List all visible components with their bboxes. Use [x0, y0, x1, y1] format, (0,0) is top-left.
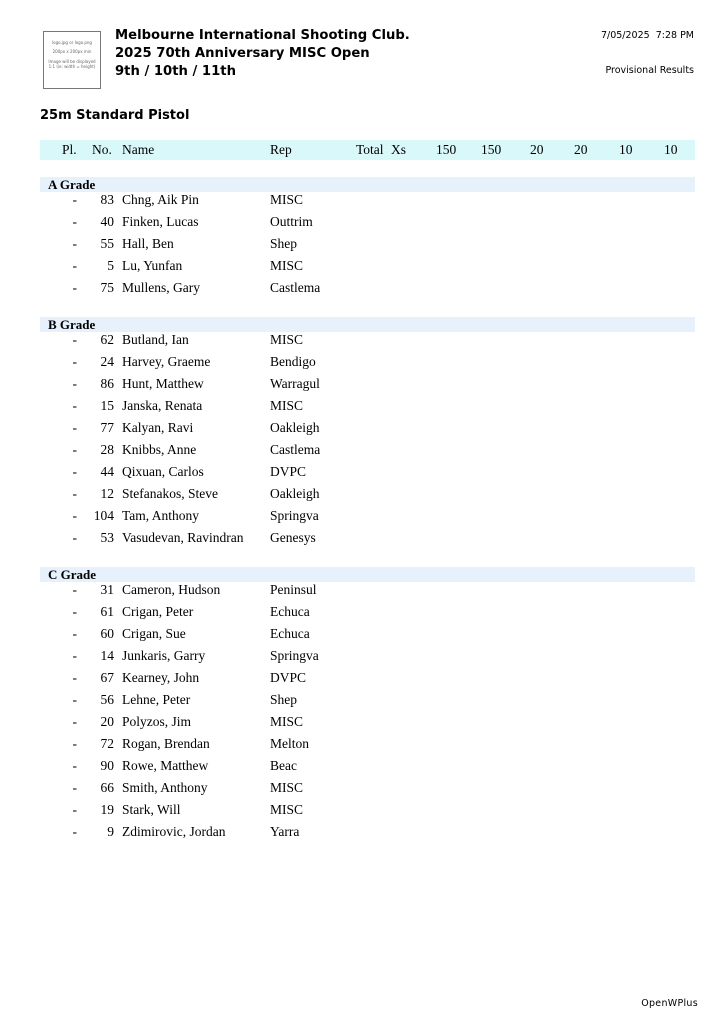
competitor-name-cell: Vasudevan, Ravindran [122, 530, 244, 545]
place-cell: - [72, 508, 77, 523]
competitor-name-cell: Smith, Anthony [122, 780, 208, 795]
club-name: Melbourne International Shooting Club. [115, 28, 410, 43]
table-row [40, 670, 695, 692]
competitor-name-cell: Hall, Ben [122, 236, 174, 251]
rep-cell: MISC [270, 802, 304, 817]
place-cell: - [72, 824, 77, 839]
competitor-number-cell: 19 [100, 802, 114, 817]
competitor-number-cell: 20 [100, 714, 114, 729]
table-row [40, 376, 695, 398]
place-cell: - [72, 736, 77, 751]
table-row [40, 824, 695, 846]
competitor-number-cell: 40 [100, 214, 114, 229]
place-cell: - [72, 648, 77, 663]
rep-cell: Peninsul [270, 582, 317, 597]
table-row [40, 758, 695, 780]
place-cell: - [72, 420, 77, 435]
rep-cell: Bendigo [270, 354, 316, 369]
rep-cell: Outtrim [270, 214, 313, 229]
table-row [40, 464, 695, 486]
place-cell: - [72, 464, 77, 479]
rep-cell: Springva [270, 648, 319, 663]
table-row [40, 420, 695, 442]
place-cell: - [72, 582, 77, 597]
grade-header [40, 567, 695, 582]
table-row [40, 780, 695, 802]
grade-label: B Grade [48, 317, 96, 332]
table-row [40, 530, 695, 552]
competitor-name-cell: Finken, Lucas [122, 214, 199, 229]
col-header-total: Total [356, 142, 384, 157]
table-row [40, 692, 695, 714]
rep-cell: MISC [270, 332, 304, 347]
rep-cell: Yarra [270, 824, 300, 839]
competitor-number-cell: 28 [100, 442, 114, 457]
rep-cell: Echuca [270, 604, 310, 619]
col-header-series-5: 10 [619, 142, 633, 157]
col-header-number: No. [92, 142, 112, 157]
place-cell: - [72, 236, 77, 251]
place-cell: - [72, 376, 77, 391]
competitor-number-cell: 53 [100, 530, 114, 545]
competitor-name-cell: Kearney, John [122, 670, 200, 685]
rep-cell: MISC [270, 192, 304, 207]
place-cell: - [72, 280, 77, 295]
col-header-rep: Rep [270, 142, 292, 157]
place-cell: - [72, 192, 77, 207]
place-cell: - [72, 692, 77, 707]
competitor-name-cell: Mullens, Gary [122, 280, 200, 295]
table-row [40, 236, 695, 258]
rep-cell: Oakleigh [270, 486, 320, 501]
table-row [40, 442, 695, 464]
rep-cell: MISC [270, 398, 304, 413]
software-credit: OpenWPlus [641, 998, 698, 1009]
table-row [40, 714, 695, 736]
competition-name: 2025 70th Anniversary MISC Open [115, 46, 370, 61]
competitor-name-cell: Janska, Renata [122, 398, 203, 413]
place-cell: - [72, 258, 77, 273]
place-cell: - [72, 714, 77, 729]
report-datetime: 7/05/2025 7:28 PM [600, 30, 694, 41]
col-header-series-3: 20 [530, 142, 544, 157]
competitor-number-cell: 14 [100, 648, 114, 663]
competitor-name-cell: Rogan, Brendan [122, 736, 210, 751]
grade-header [40, 177, 695, 192]
table-row [40, 258, 695, 280]
rep-cell: Castlema [270, 280, 321, 295]
column-header-row [40, 140, 695, 160]
competitor-number-cell: 12 [100, 486, 114, 501]
place-cell: - [72, 398, 77, 413]
rep-cell: DVPC [270, 670, 307, 685]
grade-label: C Grade [48, 567, 97, 582]
competitor-name-cell: Tam, Anthony [122, 508, 200, 523]
competitor-name-cell: Qixuan, Carlos [122, 464, 204, 479]
table-row [40, 398, 695, 420]
competitor-number-cell: 55 [100, 236, 114, 251]
competitor-number-cell: 104 [93, 508, 114, 523]
competitor-number-cell: 60 [100, 626, 114, 641]
place-cell: - [72, 802, 77, 817]
rep-cell: MISC [270, 258, 304, 273]
competitor-name-cell: Junkaris, Garry [122, 648, 206, 663]
competitor-number-cell: 75 [100, 280, 114, 295]
col-header-xs: Xs [391, 142, 407, 157]
competitor-name-cell: Stark, Will [122, 802, 181, 817]
table-row [40, 354, 695, 376]
rep-cell: MISC [270, 714, 304, 729]
competitor-number-cell: 86 [100, 376, 114, 391]
competitor-name-cell: Kalyan, Ravi [122, 420, 194, 435]
rep-cell: DVPC [270, 464, 307, 479]
place-cell: - [72, 530, 77, 545]
competitor-name-cell: Crigan, Peter [122, 604, 194, 619]
rep-cell: Warragul [270, 376, 320, 391]
col-header-series-2: 150 [481, 142, 502, 157]
table-row [40, 214, 695, 236]
rep-cell: Echuca [270, 626, 310, 641]
rep-cell: Springva [270, 508, 319, 523]
competitor-number-cell: 56 [100, 692, 114, 707]
competitor-name-cell: Stefanakos, Steve [122, 486, 218, 501]
col-header-series-6: 10 [664, 142, 678, 157]
rep-cell: Beac [270, 758, 297, 773]
col-header-series-4: 20 [574, 142, 588, 157]
competitor-number-cell: 90 [100, 758, 114, 773]
col-header-series-1: 150 [436, 142, 457, 157]
results-status: Provisional Results [605, 65, 694, 76]
competitor-number-cell: 72 [100, 736, 114, 751]
logo-placeholder-text-1: logo.jpg or logo.png [52, 40, 92, 45]
rep-cell: Genesys [270, 530, 316, 545]
place-cell: - [72, 486, 77, 501]
competitor-number-cell: 66 [100, 780, 114, 795]
logo-placeholder-text-3: Image will be displayed 1:1 (ie: width = height) [48, 58, 96, 70]
competitor-number-cell: 44 [100, 464, 114, 479]
competitor-name-cell: Crigan, Sue [122, 626, 186, 641]
rep-cell: Melton [270, 736, 309, 751]
competitor-number-cell: 15 [100, 398, 114, 413]
competitor-number-cell: 67 [100, 670, 114, 685]
competitor-number-cell: 83 [100, 192, 114, 207]
place-cell: - [72, 780, 77, 795]
competitor-name-cell: Butland, Ian [122, 332, 189, 347]
competitor-name-cell: Chng, Aik Pin [122, 192, 199, 207]
table-row [40, 736, 695, 758]
competitor-number-cell: 24 [100, 354, 114, 369]
event-title: 25m Standard Pistol [40, 108, 190, 123]
competitor-name-cell: Harvey, Graeme [122, 354, 211, 369]
competitor-name-cell: Rowe, Matthew [122, 758, 209, 773]
competitor-name-cell: Zdimirovic, Jordan [122, 824, 226, 839]
place-cell: - [72, 670, 77, 685]
rep-cell: Oakleigh [270, 420, 320, 435]
col-header-name: Name [122, 142, 155, 157]
rep-cell: MISC [270, 780, 304, 795]
rep-cell: Castlema [270, 442, 321, 457]
table-row [40, 486, 695, 508]
table-row [40, 280, 695, 302]
competitor-number-cell: 9 [107, 824, 114, 839]
competitor-number-cell: 31 [100, 582, 114, 597]
place-cell: - [72, 214, 77, 229]
place-cell: - [72, 758, 77, 773]
table-row [40, 192, 695, 214]
table-row [40, 332, 695, 354]
club-logo-placeholder [43, 31, 101, 89]
place-cell: - [72, 354, 77, 369]
competitor-name-cell: Polyzos, Jim [122, 714, 192, 729]
table-row [40, 802, 695, 824]
table-row [40, 508, 695, 530]
competitor-number-cell: 61 [100, 604, 114, 619]
competitor-number-cell: 62 [100, 332, 114, 347]
place-cell: - [72, 626, 77, 641]
grade-header [40, 317, 695, 332]
col-header-place: Pl. [62, 142, 77, 157]
competitor-number-cell: 77 [100, 420, 114, 435]
table-row [40, 648, 695, 670]
competitor-name-cell: Cameron, Hudson [122, 582, 221, 597]
report-title [115, 27, 410, 81]
table-row [40, 604, 695, 626]
competitor-name-cell: Lehne, Peter [122, 692, 191, 707]
competitor-name-cell: Knibbs, Anne [122, 442, 197, 457]
place-cell: - [72, 604, 77, 619]
grade-label: A Grade [48, 177, 96, 192]
logo-placeholder-text-2: 200px x 200px min [52, 49, 92, 55]
place-cell: - [72, 332, 77, 347]
competitor-name-cell: Hunt, Matthew [122, 376, 204, 391]
table-row [40, 582, 695, 604]
competitor-name-cell: Lu, Yunfan [122, 258, 183, 273]
rep-cell: Shep [270, 236, 297, 251]
table-row [40, 626, 695, 648]
competitor-number-cell: 5 [107, 258, 114, 273]
rep-cell: Shep [270, 692, 297, 707]
place-cell: - [72, 442, 77, 457]
competition-dates: 9th / 10th / 11th [115, 64, 236, 79]
